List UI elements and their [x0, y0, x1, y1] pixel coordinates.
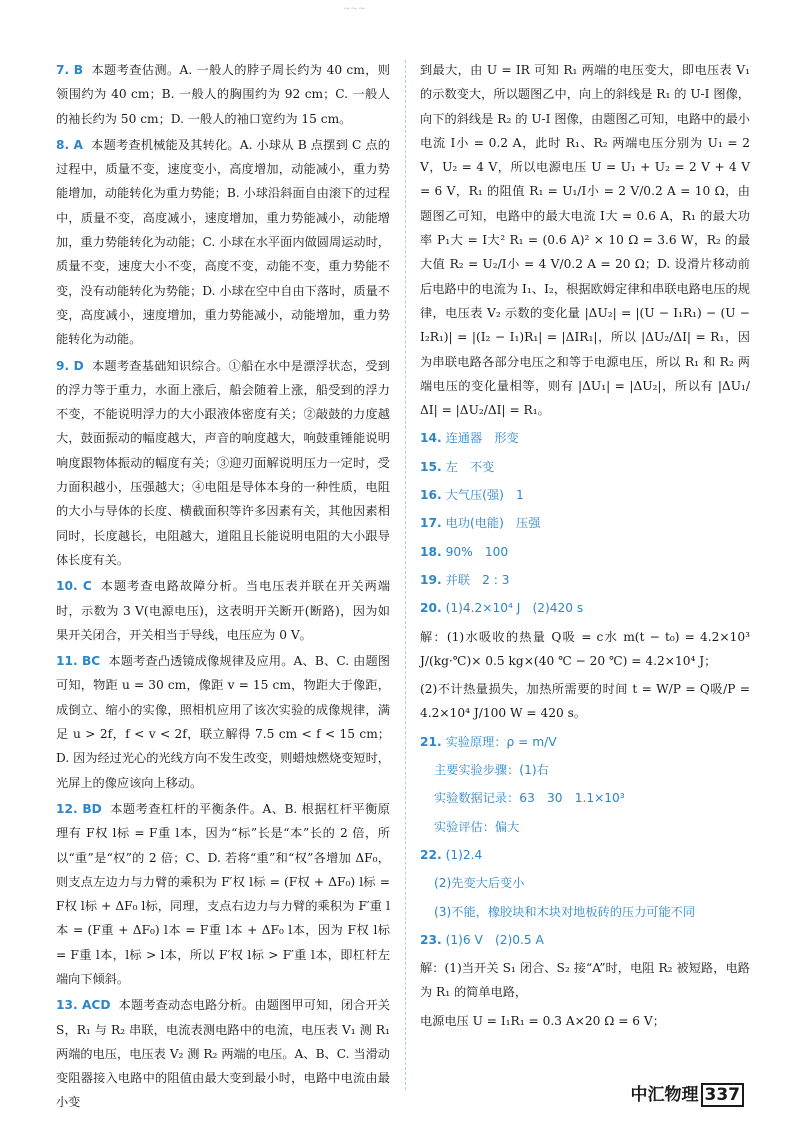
answer-item-13: 13. ACD 本题考查动态电路分析。由题图甲可知，闭合开关 S，R₁ 与 R₂ 串联，电流表测电路中的电流，电压表 V₁ 测 R₁ 两端的电压，电压表 V₂ 测 R₂ 两端的电压。A、B、C. 当滑动变阻器接入电路中的阻值由最大变到最小时，电路中电流由最小变 [56, 998, 391, 1110]
answer-item-7: 7. B 本题考查估测。A. 一般人的脖子周长约为 40 cm，则领围约为 40 cm；B. 一般人的胸围约为 92 cm；C. 一般人的袖长约为 50 cm；D. 一般人的袖口宽约为 15 cm。 [56, 63, 390, 126]
answer-21-data: 实验数据记录：63 30 1.1×10³ [434, 791, 625, 806]
answer-item-20: 20. (1)4.2×10⁴ J (2)420 s [420, 601, 584, 616]
answer-item-8: 8. A 本题考查机械能及其转化。A. 小球从 B 点摆到 C 点的过程中，质量不变，速度变小，高度增加，动能减小，重力势能增加，动能转化为重力势能；B. 小球沿斜面自由滚下的过程中，质量不变，高度减小，速度增加，重力势能减小，动能增加，重力势能转化为动能；C. 小球在水平面内做圆周运动时，质量不变，速度大小不变，高度不变，动能不变，重力势能不变，没有动能转化为势能；D. 小球在空中自由下落时，质量不变，高度减小，速度增加，重力势能减小，动能增加，重力势能转化为动能。 [56, 137, 390, 347]
answer-item-11: 11. BC 本题考查凸透镜成像规律及应用。A、B、C. 由题图可知，物距 u = 30 cm，像距 v = 15 cm，物距大于像距，成倒立、缩小的实像，照相机应用了该次实验的成像规律，满足 u > 2f，f < v < 2f，联立解得 7.5 cm < f < 15 cm；D. 因为经过光心的光线方向不发生改变，则蜡烛燃烧变短时，光屏上的像应该向上移动。 [56, 654, 390, 790]
left-column [56, 58, 390, 1117]
solution-23-part1: 解：(1)当开关 S₁ 闭合、S₂ 接“A”时，电阻 R₂ 被短路，电路为 R₁ 的简单电路， [420, 961, 750, 1000]
answer-item-10: 10. C 本题考查电路故障分析。当电压表并联在开关两端时，示数为 3 V(电源电压)，这表明开关断开(断路)，因为如果开关闭合，开关相当于导线，电压应为 0 V。 [56, 579, 391, 642]
answer-22-part3: (3)不能，橡胶块和木块对地板砖的压力可能不同 [434, 904, 696, 919]
answer-item-15: 15. 左 不变 [420, 459, 495, 474]
answer-item-16: 16. 大气压(强) 1 [420, 488, 524, 503]
column-divider [405, 60, 406, 1090]
answer-item-21: 21. 实验原理：ρ = m/V [420, 734, 557, 749]
answer-item-23: 23. (1)6 V (2)0.5 A [420, 932, 544, 947]
answer-21-steps: 主要实验步骤：(1)右 [434, 763, 549, 778]
answer-item-22: 22. (1)2.4 [420, 847, 483, 862]
scan-mark: ~~~ [343, 4, 366, 14]
answer-21-eval: 实验评估：偏大 [434, 819, 520, 834]
answer-item-17: 17. 电功(电能) 压强 [420, 516, 541, 531]
solution-20-part2: (2)不计热量损失，加热所需要的时间 t = W/P = Q吸/P = 4.2×10⁴ J/100 W = 420 s。 [420, 682, 750, 721]
solution-20-part1: 解：(1)水吸收的热量 Q吸 = c水 m(t − t₀) = 4.2×10³ J/(kg·℃)× 0.5 kg×(40 ℃ − 20 ℃) = 4.2×10⁴ J； [420, 629, 750, 668]
answer-item-12: 12. BD 本题考查杠杆的平衡条件。A、B. 根据杠杆平衡原理有 F权 l标 = F重 l本，因为“标”长是“本”长的 2 倍，所以“重”是“权”的 2 倍；C、D. 若将“重”和“权”各增加 ΔF₀，则支点左边力与力臂的乘积为 F′权 l标 = (F权 + ΔF₀) l标 = F权 l标 + ΔF₀ l标，同理，支点右边力与力臂的乘积为 F′重 l本 = (F重 + ΔF₀) l本 = F重 l本 + ΔF₀ l本，因为 F权 l标 = F重 l本，l标 > l本，所以 F′权 l标 > F′重 l本，即杠杆左端向下倾斜。 [56, 801, 390, 986]
answer-13-continued: 到最大，由 U = IR 可知 R₁ 两端的电压变大，即电压表 V₁ 的示数变大，所以题图乙中，向上的斜线是 R₁ 的 U-I 图像，向下的斜线是 R₂ 的 U-I 图像，由题图乙可知，电路中的最小电流 I小 = 0.2 A，此时 R₁、R₂ 两端电压分别为 U₁ = 2 V，U₂ = 4 V，所以电源电压 U = U₁ + U₂ = 2 V + 4 V = 6 V，R₁ 的阻值 R₁ = U₁/I小 = 2 V/0.2 A = 10 Ω，由题图乙可知，电路中的最大电流 I大 = 0.6 A，R₁ 的最大功率 P₁大 = I大² R₁ = (0.6 A)² × 10 Ω = 3.6 W，R₂ 的最大值 R₂ = U₂/I小 = 4 V/0.2 A = 20 Ω；D. 设滑片移动前后电路中的电流为 I₁、I₂，根据欧姆定律和串联电路电压的规律，电压表 V₂ 示数的变化量 |ΔU₂| = |(U − I₁R₁) − (U − I₂R₁)| = |(I₂ − I₁)R₁| = |ΔIR₁|，所以 |ΔU₂/ΔI| = R₁，因为串联电路各部分电压之和等于电源电压，所以 R₁ 和 R₂ 两端电压的变化量相等，则有 |ΔU₁| = |ΔU₂|，所以有 |ΔU₁/ΔI| = |ΔU₂/ΔI| = R₁。 [420, 63, 750, 418]
answer-item-14: 14. 连通器 形变 [420, 431, 519, 446]
book-title: 中汇物理 [630, 1085, 699, 1105]
answer-item-19: 19. 并联 2 : 3 [420, 572, 510, 587]
answer-item-18: 18. 90% 100 [420, 544, 509, 559]
right-column [420, 58, 750, 1037]
solution-23-part2: 电源电压 U = I₁R₁ = 0.3 A×20 Ω = 6 V； [420, 1013, 665, 1028]
page-number: 337 [701, 1083, 745, 1107]
answer-22-part2: (2)先变大后变小 [434, 876, 525, 891]
page-footer [631, 1080, 745, 1105]
answer-item-9: 9. D 本题考查基础知识综合。①船在水中是漂浮状态，受到的浮力等于重力，水面上涨后，船会随着上涨，船受到的浮力不变，不能说明浮力的大小跟液体密度有关；②敲鼓的力度越大，鼓面振动的幅度越大，声音的响度越大，响鼓重锤能说明响度跟物体振动的幅度有关；③迎刃面解说明压力一定时，受力面积越小，压强越大；④电阻是导体本身的一种性质，电阻的大小与导体的长度、横截面积等许多因素有关，其他因素相同时，长度越长，电阻越大，道阻且长能说明电阻的大小跟导体长度有关。 [56, 358, 390, 567]
